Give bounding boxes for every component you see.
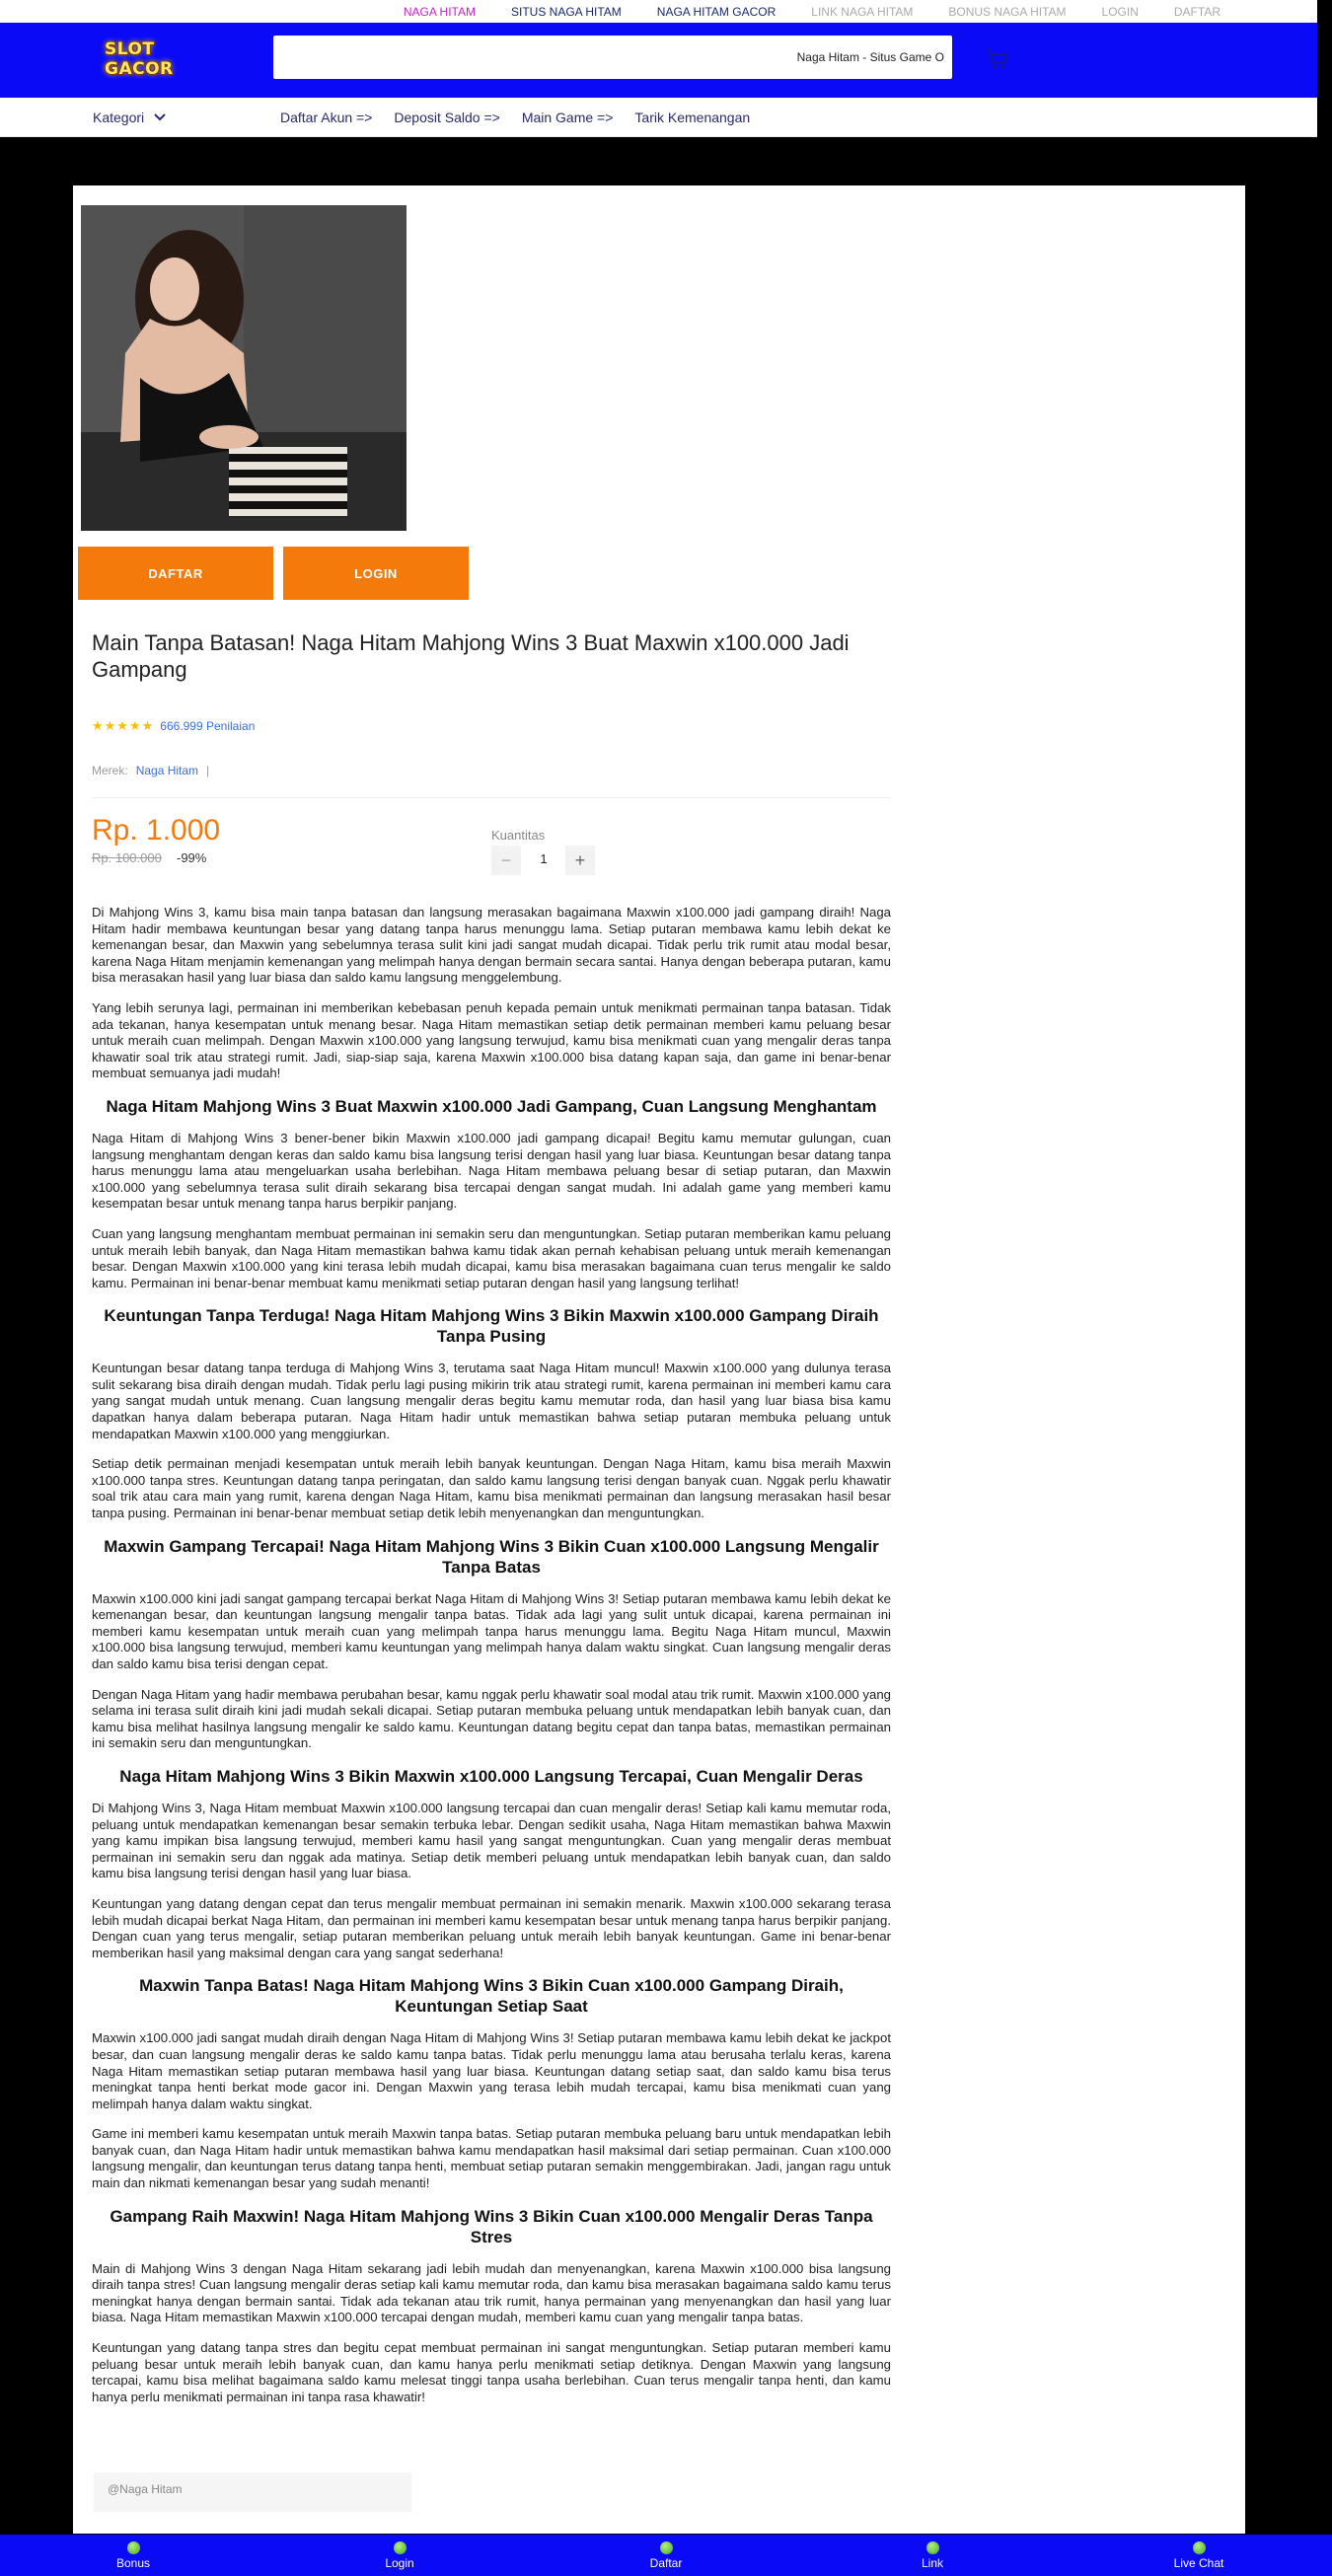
brand-separator: | (206, 764, 210, 777)
search-input[interactable] (273, 36, 952, 79)
login-icon (394, 2541, 407, 2554)
article-paragraph: Dengan Naga Hitam yang hadir membawa perubahan besar, kamu nggak perlu khawatir soal modal atau trik rumit. Maxwin x100.000 yang selama ini terasa sulit diraih kini jadi mudah sekali dicapai. Setiap putaran membuka peluang untuk mendapatkan lebih banyak cuan, dan kamu bisa melihat hasilnya langsung mengalir ke saldo kamu. Keuntungan datang begitu cepat dan tanpa batas, memastikan permainan ini semakin seru dan menguntungkan. (92, 1686, 892, 1751)
rating-row (92, 718, 891, 734)
article-paragraph: Setiap detik permainan menjadi kesempatan untuk meraih lebih banyak keuntungan. Dengan Naga Hitam, kamu bisa meraih Maxwin x100.000 tanpa stres. Keuntungan datang tanpa peringatan, dan saldo kamu langsung terisi dengan banyak cuan. Nggak perlu khawatir soal trik atau cara main yang rumit, karena dengan Naga Hitam, kamu bisa menikmati permainan dan langsung merasakan hasil besar tanpa pusing. Permainan ini benar-benar membuat setiap detik lebih menyenangkan dan menguntungkan. (92, 1456, 891, 1521)
top-link-login[interactable]: LOGIN (1101, 4, 1139, 19)
bottom-nav-link[interactable] (799, 2535, 1066, 2576)
kategori-dropdown[interactable] (93, 110, 166, 125)
price-area (92, 814, 891, 905)
site-header (0, 23, 1317, 98)
bottom-nav-daftar[interactable] (533, 2535, 799, 2576)
article-paragraph: Naga Hitam di Mahjong Wins 3 bener-bener bikin Maxwin x100.000 jadi gampang dicapai! Begitu kamu memutar gulungan, cuan langsung menghantam dengan keras dan saldo kamu bisa langsung terisi dengan hasil yang luar biasa. Keuntungan besar datang tanpa harus menunggu lama atau mengeluarkan usaha berlebihan. Naga Hitam membawa peluang besar di setiap putaran, dan Maxwin x100.000 yang sebelumnya terasa sulit diraih sekarang bisa tercapai dengan sangat mudah. Ini adalah game yang memberi kamu kesempatan besar untuk menang tanpa harus berpikir panjang. (92, 1130, 891, 1212)
seller-tag[interactable]: @Naga Hitam (94, 2472, 411, 2512)
product-card (73, 185, 1245, 2534)
nav-tarik-kemenangan[interactable]: Tarik Kemenangan (634, 110, 751, 125)
nav-links (280, 110, 750, 125)
chevron-down-icon (154, 113, 166, 121)
brand-label: Merek: (92, 764, 128, 777)
article-body (92, 905, 891, 2405)
daftar-icon (660, 2541, 673, 2554)
daftar-button[interactable]: DAFTAR (78, 547, 273, 600)
article-paragraph: Game ini memberi kamu kesempatan untuk meraih Maxwin tanpa batas. Setiap putaran membuka peluang baru untuk mendapatkan lebih banyak cuan, dan Naga Hitam hadir untuk memastikan bahwa kamu mendapatkan hasil maksimal dari setiap permainan. Cuan x100.000 langsung mengalir, dan keuntungan terus datang tanpa henti, membuat setiap putaran semakin menggembirakan. Jadi, jangan ragu untuk main dan nikmati kemenangan besar yang sudah menanti! (92, 2126, 891, 2191)
article-paragraph: Keuntungan yang datang tanpa stres dan begitu cepat membuat permainan ini sangat menguntungkan. Setiap putaran memberi kamu peluang besar untuk meraih lebih banyak cuan, dan kamu hanya perlu menikmati setiap detiknya. Dengan Maxwin yang langsung tercapai, kamu bisa melihat bagaimana saldo kamu melesat tinggi tanpa usaha berlebihan. Cuan terus mengalir tanpa henti, dan kamu hanya perlu menikmati permainan ini tanpa rasa khawatir! (92, 2340, 891, 2404)
article-paragraph: Cuan yang langsung menghantam membuat permainan ini semakin seru dan menguntungkan. Setiap putaran memberikan kamu peluang untuk meraih lebih banyak, dan Naga Hitam memastikan bahwa kamu tidak akan pernah kehabisan peluang untuk meraih kemenangan besar. Dengan Maxwin x100.000 yang kini terasa lebih mudah dicapai, kamu bisa merasakan bagaimana cuan terus mengalir ke saldo kamu. Permainan ini benar-benar membuat kamu menikmati setiap putaran dengan hasil yang langsung terlihat! (92, 1225, 891, 1290)
quantity-label: Kuantitas (491, 828, 546, 843)
article-heading: Gampang Raih Maxwin! Naga Hitam Mahjong Wins 3 Bikin Cuan x100.000 Mengalir Deras Tanpa Stres (110, 2206, 873, 2246)
product-details (92, 629, 891, 2419)
live-chat-icon (1193, 2541, 1206, 2554)
quantity-increase-button[interactable]: + (565, 846, 595, 875)
product-image[interactable] (81, 205, 407, 531)
bottom-nav-login[interactable] (266, 2535, 533, 2576)
article-heading: Naga Hitam Mahjong Wins 3 Buat Maxwin x100.000 Jadi Gampang, Cuan Langsung Menghantam (106, 1096, 877, 1116)
article-paragraph: Maxwin x100.000 jadi sangat mudah diraih dengan Naga Hitam di Mahjong Wins 3! Setiap putaran membawa kamu lebih dekat ke jackpot besar, dan cuan langsung mengalir deras ke saldo kamu tanpa batas. Tidak perlu menunggu lama atau berusaha terlalu keras, karena Naga Hitam memastikan setiap putaran membawa hasil yang luar biasa. Keuntungan datang setiap saat, dan saldo kamu bisa terus meningkat tanpa henti berkat mode gacor ini. Dengan Maxwin yang terasa lebih mudah tercapai, kamu bisa menikmati cuan yang melimpah hanya dalam waktu singkat. (92, 2030, 891, 2111)
article-paragraph: Di Mahjong Wins 3, kamu bisa main tanpa batasan dan langsung merasakan bagaimana Maxwin x100.000 jadi gampang diraih! Naga Hitam hadir membawa keuntungan besar yang datang tanpa harus menunggu lama. Setiap putaran membawa kamu lebih dekat ke kemenangan besar, dan Maxwin yang sebelumnya terasa sulit kini jadi sangat mudah dicapai. Tidak perlu trik rumit atau modal besar, karena Naga Hitam menjamin kemenangan yang melimpah hanya dengan bermain secara santai. Hanya dengan beberapa putaran, kamu bisa merasakan hasil yang luar biasa dan saldo kamu langsung menggelembung. (92, 905, 891, 986)
article-paragraph: Keuntungan besar datang tanpa terduga di Mahjong Wins 3, terutama saat Naga Hitam muncul! Maxwin x100.000 yang dulunya terasa sulit sekarang bisa diraih dengan mudah. Tidak perlu lagi pusing mikirin trik atau strategi rumit, karena permainan ini memberi kamu cara yang sangat mudah untuk menang. Cuan langsung mengalir deras begitu kamu memutar roda, dan hasil yang luar biasa bisa kamu dapatkan hanya dalam beberapa putaran. Naga Hitam hadir untuk memastikan bahwa setiap putaran membuka peluang untuk mendapatkan Maxwin x100.000 yang menggiurkan. (92, 1361, 891, 1441)
brand-link[interactable]: Naga Hitam (135, 764, 199, 777)
bottom-nav-label: Bonus (115, 2555, 151, 2570)
login-button[interactable]: LOGIN (283, 547, 469, 600)
original-price: Rp. 100.000 (92, 850, 162, 865)
current-price: Rp. 1.000 (92, 814, 221, 846)
bottom-nav-label: Link (921, 2555, 943, 2570)
bottom-nav-label: Login (385, 2555, 414, 2570)
bottom-nav-label: Daftar (649, 2555, 683, 2570)
category-nav (0, 98, 1317, 137)
quantity-value[interactable]: 1 (540, 851, 548, 866)
bottom-nav-label: Live Chat (1173, 2555, 1224, 2570)
top-link-strip (0, 0, 1317, 23)
article-paragraph: Di Mahjong Wins 3, Naga Hitam membuat Maxwin x100.000 langsung tercapai dan cuan mengalir deras! Setiap kali kamu memutar roda, peluang untuk mendapatkan kemenangan besar semakin terbuka lebar. Dengan sedikit usaha, Naga Hitam memastikan bahwa Maxwin yang kamu impikan bisa langsung terwujud, memberi kamu hasil yang sangat menguntungkan. Cuan yang mengalir deras membuat permainan ini semakin seru dan nggak ada matinya. Setiap detik memberi peluang untuk mendapatkan lebih banyak cuan, dan saldo kamu bisa langsung terisi dengan hasil yang luar biasa. (92, 1800, 891, 1881)
bottom-nav-bonus[interactable] (0, 2535, 266, 2576)
link-icon (926, 2541, 939, 2554)
article-heading: Naga Hitam Mahjong Wins 3 Bikin Maxwin x100.000 Langsung Tercapai, Cuan Mengalir Deras (119, 1766, 863, 1786)
product-title: Main Tanpa Batasan! Naga Hitam Mahjong Wins 3 Buat Maxwin x100.000 Jadi Gampang (92, 630, 850, 682)
bottom-nav-bar (0, 2535, 1332, 2576)
product-photo-graphic (81, 205, 407, 531)
quantity-decrease-button[interactable]: − (491, 846, 521, 875)
kategori-label: Kategori (93, 110, 145, 125)
top-link-daftar[interactable]: DAFTAR (1173, 4, 1221, 19)
article-paragraph: Maxwin x100.000 kini jadi sangat gampang tercapai berkat Naga Hitam di Mahjong Wins 3! Setiap putaran membawa kamu lebih dekat ke kemenangan besar, dan keuntungan langsung mengalir tanpa batas. Tidak ada lagi yang sulit untuk dicapai, karena permainan ini memberi kamu kesempatan untuk meraih cuan yang melimpah tanpa harus menunggu lama. Begitu Naga Hitam muncul, Maxwin x100.000 bisa langsung terwujud, memberi kamu keuntungan yang melimpah hanya dalam waktu singkat. Cuan langsung mengalir deras dan saldo kamu bisa terisi dengan cepat. (92, 1590, 891, 1671)
star-rating-icon: ★★★★★ (92, 718, 155, 733)
top-link-bonus[interactable]: BONUS NAGA HITAM (948, 4, 1067, 19)
cart-icon[interactable] (985, 48, 1008, 70)
article-heading: Keuntungan Tanpa Terduga! Naga Hitam Mahjong Wins 3 Bikin Maxwin x100.000 Gampang Diraih Tanpa Pusing (104, 1306, 879, 1347)
top-link-gacor[interactable]: NAGA HITAM GACOR (656, 4, 777, 19)
bottom-nav-live-chat[interactable] (1066, 2535, 1332, 2576)
discount-badge: -99% (177, 850, 207, 865)
top-link-situs[interactable]: SITUS NAGA HITAM (511, 4, 622, 19)
nav-daftar-akun[interactable]: Daftar Akun => (280, 110, 373, 125)
top-link-link[interactable]: LINK NAGA HITAM (811, 4, 914, 19)
article-heading: Maxwin Gampang Tercapai! Naga Hitam Mahjong Wins 3 Bikin Cuan x100.000 Langsung Mengalir Tanpa Batas (104, 1536, 879, 1577)
article-heading: Maxwin Tanpa Batas! Naga Hitam Mahjong Wins 3 Bikin Cuan x100.000 Gampang Diraih, Keuntungan Setiap Saat (139, 1976, 844, 2017)
brand-row (92, 764, 891, 798)
article-paragraph: Yang lebih serunya lagi, permainan ini memberikan kebebasan penuh kepada pemain untuk menikmati permainan tanpa batasan. Tidak ada tekanan, hanya kesempatan untuk menang besar. Naga Hitam memastikan setiap detik permainan memberi kamu peluang besar untuk meraih cuan melimpah. Dengan Maxwin x100.000 yang langsung terwujud, kamu bisa menikmati cuan yang mengalir deras tanpa khawatir soal trik atau strategi rumit. Jadi, siap-siap saja, karena Maxwin x100.000 bisa datang kapan saja, dan game ini benar-benar membuat semuanya jadi mudah! (92, 999, 891, 1081)
article-paragraph: Keuntungan yang datang dengan cepat dan terus mengalir membuat permainan ini semakin menarik. Maxwin x100.000 sekarang terasa lebih mudah dicapai berkat Naga Hitam, dan permainan ini memberi kamu kesempatan besar untuk menang tanpa harus berpikir panjang. Dengan cuan yang terus mengalir, setiap putaran memberikan peluang untuk meraih lebih banyak keuntungan. Game ini benar-benar memberikan hasil yang maksimal dengan cara yang sangat sederhana! (92, 1895, 891, 1960)
bonus-icon (127, 2541, 140, 2554)
nav-main-game[interactable]: Main Game => (521, 110, 614, 125)
nav-deposit-saldo[interactable]: Deposit Saldo => (394, 110, 500, 125)
rating-count-link[interactable]: 666.999 Penilaian (160, 719, 256, 733)
site-logo[interactable]: SLOT GACOR (105, 39, 174, 79)
top-link-naga-hitam[interactable]: NAGA HITAM (403, 4, 476, 19)
article-paragraph: Main di Mahjong Wins 3 dengan Naga Hitam sekarang jadi lebih mudah dan menyenangkan, karena Maxwin x100.000 bisa langsung diraih tanpa stres! Cuan langsung mengalir deras setiap kali kamu memutar roda, dan kamu bisa merasakan bagaimana saldo kamu terus meningkat hanya dengan bermain santai. Tidak ada tekanan atau trik rumit, hanya permainan yang menyenangkan dan hasil yang luar biasa. Naga Hitam memastikan Maxwin x100.000 tercapai dengan mudah, memberi kamu cuan yang mengalir tanpa batas. (92, 2260, 891, 2325)
